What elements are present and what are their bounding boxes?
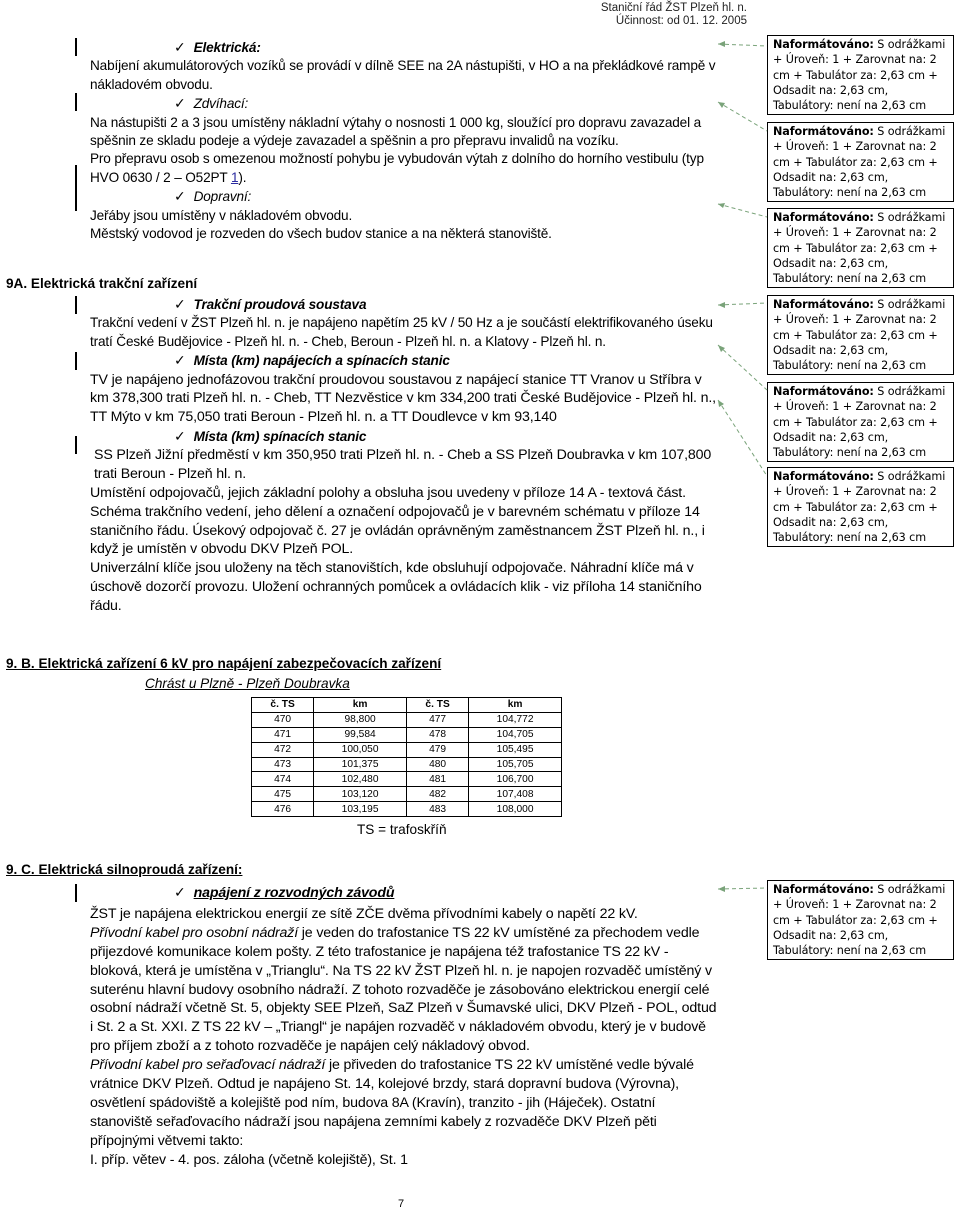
table-cell: 480 [406, 757, 468, 772]
table-cell: 481 [406, 772, 468, 787]
connector-line [718, 345, 767, 390]
checklist-item [90, 427, 718, 446]
comment-title: Naformátováno: [773, 385, 874, 398]
table-cell: 473 [252, 757, 314, 772]
table-cell: 103,120 [314, 787, 407, 802]
arrowhead-icon [718, 203, 725, 208]
table-row [252, 712, 562, 727]
item-heading: Zdvíhací: [193, 96, 249, 112]
table-row [252, 802, 562, 817]
paragraph: TV je napájeno jednofázovou trakční proudovou soustavou z napájecí stanice TT Vranov u Stříbra v km 378,300 trati Plzeň hl. n. - Cheb, TT Nezvěstice v km 334,200 trati České Budějovice - Plzeň hl. n., TT Mýto v km 75,050 trati Beroun - Plzeň hl. n. a TT Doudlevce v km 93,140 [90, 371, 716, 426]
paragraph: SS Plzeň Jižní předměstí v km 350,950 trati Plzeň hl. n. - Cheb a SS Plzeň Doubravka v km 107,800 trati Beroun - Plzeň hl. n. [94, 447, 712, 483]
table-cell: 101,375 [314, 757, 407, 772]
column-header: č. TS [252, 698, 314, 713]
table-cell: 482 [406, 787, 468, 802]
section-9c [90, 883, 718, 1170]
table-cell: 483 [406, 802, 468, 817]
format-comment[interactable] [767, 382, 954, 462]
paragraph [90, 924, 718, 1056]
table-cell: 108,000 [469, 802, 562, 817]
arrowhead-icon [718, 345, 725, 352]
change-bar [75, 193, 77, 211]
equipment-block [90, 38, 718, 243]
item-heading: Místa (km) spínacích stanic [193, 429, 367, 445]
table-subtitle: Chrást u Plzně - Plzeň Doubravka [145, 676, 350, 691]
change-bar [75, 436, 77, 454]
checklist-item [90, 295, 718, 314]
paragraph: ŽST je napájena elektrickou energií ze sítě ZČE dvěma přívodními kabely o napětí 22 kV. [90, 905, 638, 922]
format-comment[interactable] [767, 467, 954, 547]
table-header-row [252, 698, 562, 713]
connector-line [718, 204, 767, 217]
table-cell: 106,700 [469, 772, 562, 787]
table-row [252, 787, 562, 802]
table-row [252, 772, 562, 787]
paragraph: Na nástupišti 2 a 3 jsou umístěny nákladní výtahy o nosnosti 1 000 kg, sloužící pro dopravu zavazadel a spěšnin ze skladu podeje a výdeje zavazadel a spěšnin a pro přepravu invalidů na vozíku. [90, 114, 701, 149]
table-cell: 98,800 [314, 712, 407, 727]
checklist-item [90, 351, 718, 370]
paragraph: Nabíjení akumulátorových vozíků se provádí v dílně SEE na 2A nástupišti, v HO a na překládkové rampě v nákladovém obvodu. [90, 58, 716, 92]
connector-line [718, 303, 767, 305]
arrowhead-icon [718, 886, 725, 892]
table-cell: 100,050 [314, 742, 407, 757]
connector-line [718, 400, 767, 476]
column-header: č. TS [406, 698, 468, 713]
paragraph: I. příp. větev - 4. pos. záloha (včetně kolejiště), St. 1 [90, 1151, 408, 1168]
table-cell: 478 [406, 727, 468, 742]
table-cell: 476 [252, 802, 314, 817]
format-comment[interactable] [767, 880, 954, 960]
arrowhead-icon [718, 41, 725, 47]
table-cell: 470 [252, 712, 314, 727]
table-row [252, 727, 562, 742]
item-heading: Trakční proudová soustava [193, 297, 367, 312]
table-cell: 475 [252, 787, 314, 802]
table-row [252, 757, 562, 772]
text-run: je přiveden do trafostanice TS 22 kV umístěné vedle bývalé vrátnice DKV Plzeň. Odtud je napájeno St. 14, kolejové brzdy, stará dopravní budova (Výrovna), osvětlení spádoviště a kolejiště pod ním, budova 8A (Kravín), tranzito - jih (Háječek). Ostatní stanoviště seřaďovacího nádraží jsou napájena zemními kabely z rozvaděče DKV Plzeň pěti přípojnými větvemi takto: [90, 1057, 694, 1149]
arrowhead-icon [718, 400, 724, 407]
header-effective-date: Účinnost: od 01. 12. 2005 [615, 15, 747, 27]
table-cell: 472 [252, 742, 314, 757]
section-heading-9a: 9A. Elektrická trakční zařízení [6, 276, 198, 291]
comment-title: Naformátováno: [773, 211, 874, 224]
table-cell: 479 [406, 742, 468, 757]
table-cell: 107,408 [469, 787, 562, 802]
checklist-item-zdvihaci [90, 94, 718, 113]
comment-text: S odrážkami + Úroveň: 1 + Zarovnat na: 2 cm + Tabulátor za: 2,63 cm + Odsadit na: 2,63 cm, Tabulátory: není na 2,63 cm [773, 470, 946, 545]
table-cell: 477 [406, 712, 468, 727]
table-note: TS = trafoskříň [357, 822, 447, 837]
change-bar [75, 38, 77, 56]
text-run: Přívodní kabel pro seřaďovací nádraží [90, 1057, 326, 1074]
table-cell: 103,195 [314, 802, 407, 817]
table-cell: 99,584 [314, 727, 407, 742]
format-comment[interactable] [767, 122, 954, 202]
text-run: ). [238, 169, 247, 185]
page-number: 7 [398, 1198, 405, 1210]
item-heading: napájení z rozvodných závodů [193, 885, 395, 901]
change-bar [75, 93, 77, 111]
section-heading-9c: 9. C. Elektrická silnoproudá zařízení: [6, 862, 243, 877]
item-heading: Dopravní: [193, 189, 252, 205]
arrowhead-icon [718, 302, 725, 308]
change-bar [75, 296, 77, 314]
format-comment[interactable] [767, 295, 954, 375]
table-row [252, 742, 562, 757]
connector-line [718, 102, 767, 131]
comment-title: Naformátováno: [773, 883, 874, 896]
comment-text: S odrážkami + Úroveň: 1 + Zarovnat na: 2 cm + Tabulátor za: 2,63 cm + Odsadit na: 2,63 cm, Tabulátory: není na 2,63 cm [773, 38, 946, 113]
footnote-link[interactable]: 1 [230, 169, 239, 185]
table-cell: 471 [252, 727, 314, 742]
page-header [601, 2, 747, 28]
header-title: Staniční řád ŽST Plzeň hl. n. [600, 2, 747, 14]
table-cell: 474 [252, 772, 314, 787]
paragraph: Univerzální klíče jsou uloženy na těch stanovištích, kde obsluhují odpojovače. Náhradní klíče má v úschově dozorčí provozu. Uložení ochranných pomůcek a ovládacích klik - viz příloha 14 staničního řádu. [90, 560, 702, 614]
paragraph [90, 150, 718, 187]
text-run: Pro přepravu osob s omezenou možností pohybu je vybudován výtah z dolního do horního vestibulu (typ HVO 0630 / 2 – O52PT [90, 151, 704, 185]
comment-text: S odrážkami + Úroveň: 1 + Zarovnat na: 2 cm + Tabulátor za: 2,63 cm + Odsadit na: 2,63 cm, Tabulátory: není na 2,63 cm [773, 211, 946, 286]
table-cell: 105,705 [469, 757, 562, 772]
comment-title: Naformátováno: [773, 38, 874, 51]
table-cell: 104,705 [469, 727, 562, 742]
comment-title: Naformátováno: [773, 125, 874, 138]
table-cell: 104,772 [469, 712, 562, 727]
paragraph: Městský vodovod je rozveden do všech budov stanice a na některá stanoviště. [90, 226, 552, 242]
table-cell: 102,480 [314, 772, 407, 787]
checklist-item [90, 883, 718, 903]
section-9a [90, 295, 718, 616]
comment-text: S odrážkami + Úroveň: 1 + Zarovnat na: 2 cm + Tabulátor za: 2,63 cm + Odsadit na: 2,63 cm, Tabulátory: není na 2,63 cm [773, 125, 946, 200]
format-comment[interactable] [767, 208, 954, 288]
format-comment[interactable] [767, 35, 954, 115]
paragraph: Umístění odpojovačů, jejich základní polohy a obsluha jsou uvedeny v příloze 14 A - textová část. Schéma trakčního vedení, jeho dělení a označení odpojovačů je v barevném schématu v příloze 14 staničního řádu. Úsekový odpojovač č. 27 je ovládán oprávněným zaměstnancem ŽST Plzeň hl. n., i když je umístěn v obvodu DKV Plzeň POL. [90, 485, 705, 558]
column-header: km [314, 698, 407, 713]
comment-text: S odrážkami + Úroveň: 1 + Zarovnat na: 2 cm + Tabulátor za: 2,63 cm + Odsadit na: 2,63 cm, Tabulátory: není na 2,63 cm [773, 298, 946, 373]
comment-title: Naformátováno: [773, 470, 874, 483]
text-run: je veden do trafostanice TS 22 kV umístěné za přechodem vedle přijezdové komunikace kolem pošty. Z této trafostanice je napájena též trafostanice TS 22 kV - bloková, která je umístěna v „Trianglu“. Na TS 22 kV ŽST Plzeň hl. n. je napojen rozvaděč umístěný v suterénu hlavní budovy osobního nádraží. Z tohoto rozvaděče je zásobováno elektrickou energií celé osobní nádraží včetně St. 5, objekty SEE Plzeň, SaZ Plzeň v Šumavské ulici, DKV Plzeň - POL, odtud i St. 2 a St. XXI. Z TS 22 kV – „Triangl“ je napájen rozvaděč v nákladovém obvodu, který je v budově pro příjem zboží a z tohoto rozvaděče je napájen celý nákladový obvod. [90, 924, 717, 1055]
comment-text: S odrážkami + Úroveň: 1 + Zarovnat na: 2 cm + Tabulátor za: 2,63 cm + Odsadit na: 2,63 cm, Tabulátory: není na 2,63 cm [773, 883, 946, 958]
ts-table [251, 697, 562, 817]
section-heading-9b: 9. B. Elektrická zařízení 6 kV pro napájení zabezpečovacích zařízení [6, 656, 442, 671]
column-header: km [469, 698, 562, 713]
checklist-item-elektricka [90, 38, 718, 57]
connector-line [718, 44, 767, 46]
change-bar [75, 352, 77, 370]
comment-title: Naformátováno: [773, 298, 874, 311]
comment-text: S odrážkami + Úroveň: 1 + Zarovnat na: 2 cm + Tabulátor za: 2,63 cm + Odsadit na: 2,63 cm, Tabulátory: není na 2,63 cm [773, 385, 946, 460]
change-bar [75, 884, 77, 902]
item-heading: Místa (km) napájecích a spínacích stanic [193, 353, 450, 369]
paragraph: Jeřáby jsou umístěny v nákladovém obvodu. [90, 207, 353, 223]
paragraph [90, 1056, 718, 1151]
arrowhead-icon [718, 102, 725, 108]
checklist-item-dopravni [90, 187, 718, 206]
paragraph: Trakční vedení v ŽST Plzeň hl. n. je napájeno napětím 25 kV / 50 Hz a je součástí elektrifikovaného úseku tratí České Budějovice - Plzeň hl. n. - Cheb, Beroun - Plzeň hl. n. a Klatovy - Plzeň hl. n. [90, 315, 713, 349]
table-cell: 105,495 [469, 742, 562, 757]
text-run: Přívodní kabel pro osobní nádraží [90, 924, 298, 941]
item-heading: Elektrická: [193, 40, 261, 55]
connector-line [718, 888, 767, 889]
